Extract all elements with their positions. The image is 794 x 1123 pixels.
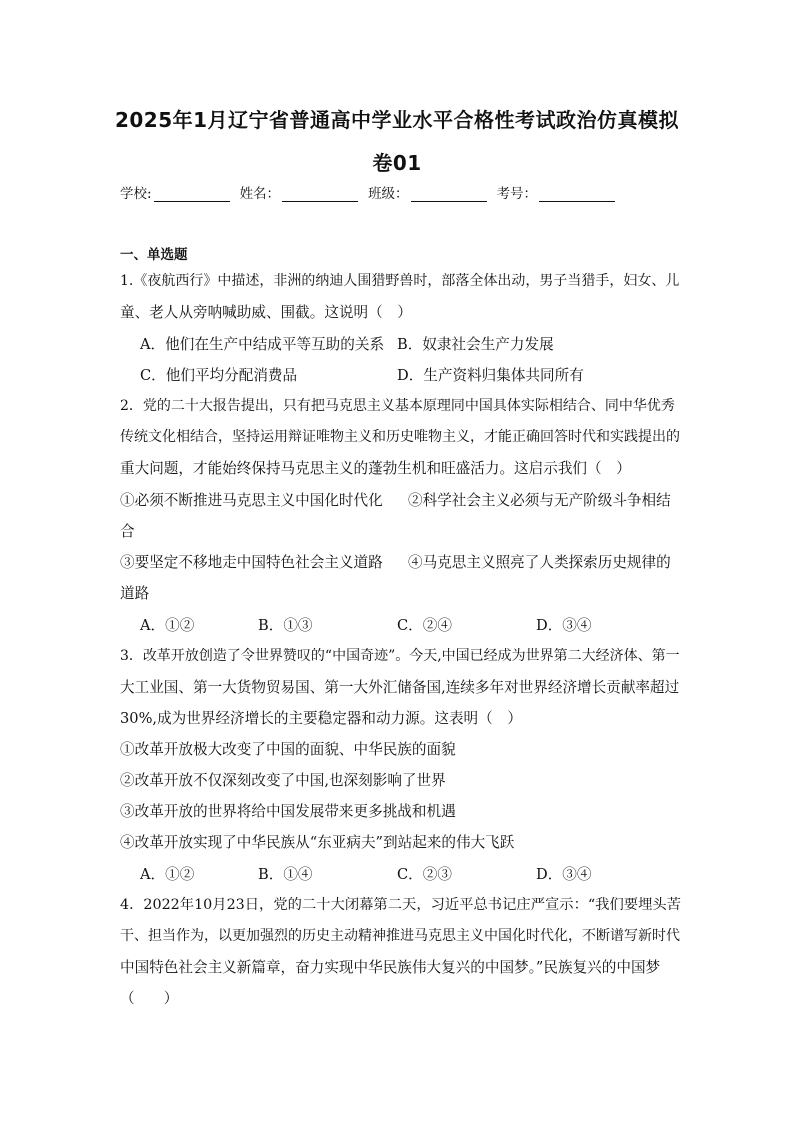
name-blank[interactable] — [282, 187, 358, 202]
q3-option-d[interactable]: D．③④ — [536, 866, 592, 883]
exam-title-line2: 卷01 — [372, 151, 422, 175]
section-title: 一、单选题 — [120, 247, 188, 263]
class-blank[interactable] — [411, 187, 487, 202]
student-info-row — [120, 182, 680, 202]
q1-option-b[interactable]: B．奴隶社会生产力发展 — [397, 336, 554, 353]
q2-option-d[interactable]: D．③④ — [536, 617, 592, 634]
school-field[interactable] — [120, 182, 230, 202]
q1-stem-line2: 童、老人从旁呐喊助威、围截。这说明（ ） — [120, 304, 412, 321]
q3-statement-1: ①改革开放极大改变了中国的面貌、中华民族的面貌 — [120, 741, 456, 758]
school-label: 学校: — [120, 186, 152, 202]
q2-stem-line2: 传统文化相结合，坚持运用辩证唯物主义和历史唯物主义，才能正确回答时代和实践提出的 — [120, 429, 680, 445]
name-field[interactable] — [240, 182, 359, 202]
q2-option-a[interactable]: A．①② — [140, 617, 195, 634]
q1-option-d[interactable]: D．生产资料归集体共同所有 — [397, 367, 584, 384]
q3-stem-line1: 3．改革开放创造了令世界赞叹的“中国奇迹”。今天,中国已经成为世界第二大经济体、第一 — [120, 648, 680, 664]
q3-statement-2: ②改革开放不仅深刻改变了中国,也深刻影响了世界 — [120, 772, 446, 789]
q2-statement-2-cont: 合 — [120, 523, 135, 540]
exam-title-line1: 2025年1月辽宁省普通高中学业水平合格性考试政治仿真模拟 — [114, 108, 680, 132]
q2-option-c[interactable]: C．②④ — [397, 617, 452, 634]
q3-option-a[interactable]: A．①② — [140, 866, 195, 883]
q2-statement-4: ④马克思主义照亮了人类探索历史规律的 — [408, 554, 671, 571]
q3-statement-3: ③改革开放的世界将给中国发展带来更多挑战和机遇 — [120, 803, 456, 820]
school-blank[interactable] — [154, 187, 230, 202]
q1-option-c[interactable]: C．他们平均分配消费品 — [140, 367, 298, 384]
class-field[interactable] — [368, 182, 487, 202]
q2-option-b[interactable]: B．①③ — [258, 617, 313, 634]
q2-statement-3: ③要坚定不移地走中国特色社会主义道路 — [120, 554, 383, 571]
number-field[interactable] — [497, 182, 616, 202]
q3-stem-line3: 30%,成为世界经济增长的主要稳定器和动力源。这表明（ ） — [120, 710, 522, 727]
q4-stem-line1: 4．2022年10月23日，党的二十大闭幕第二天，习近平总书记庄严宣示：“我们要埋头苦 — [120, 897, 681, 913]
q4-stem-line4: （ ） — [120, 990, 179, 1007]
q3-stem-line2: 大工业国、第一大货物贸易国、第一大外汇储备国,连续多年对世界经济增长贡献率超过 — [120, 679, 680, 696]
q4-stem-line3: 中国特色社会主义新篇章，奋力实现中华民族伟大复兴的中国梦。”民族复兴的中国梦 — [120, 959, 661, 976]
q2-statement-2: ②科学社会主义必须与无产阶级斗争相结 — [408, 492, 671, 509]
q3-option-b[interactable]: B．①④ — [258, 866, 313, 883]
q1-option-a[interactable]: A．他们在生产中结成平等互助的关系 — [140, 336, 385, 353]
class-label: 班级： — [368, 186, 409, 202]
q3-option-c[interactable]: C．②③ — [397, 866, 452, 883]
name-label: 姓名： — [239, 186, 281, 202]
number-label: 考号： — [496, 186, 538, 202]
q2-statement-4-cont: 道路 — [120, 585, 150, 602]
q2-stem-line3: 重大问题，才能始终保持马克思主义的蓬勃生机和旺盛活力。这启示我们（ ） — [120, 460, 631, 477]
q3-statement-4: ④改革开放实现了中华民族从“东亚病夫”到站起来的伟大飞跃 — [120, 834, 515, 851]
q4-stem-line2: 干、担当作为，以更加强烈的历史主动精神推进马克思主义中国化时代化，不断谱写新时代 — [120, 928, 680, 944]
q2-stem-line1: 2．党的二十大报告提出，只有把马克思主义基本原理同中国具体实际相结合、同中华优秀 — [120, 398, 675, 414]
number-blank[interactable] — [539, 187, 615, 202]
q2-statement-1: ①必须不断推进马克思主义中国化时代化 — [120, 492, 383, 509]
q1-stem-line1: 1.《夜航西行》中描述，非洲的纳迪人围猎野兽时，部落全体出动，男子当猎手，妇女、儿 — [120, 273, 680, 289]
